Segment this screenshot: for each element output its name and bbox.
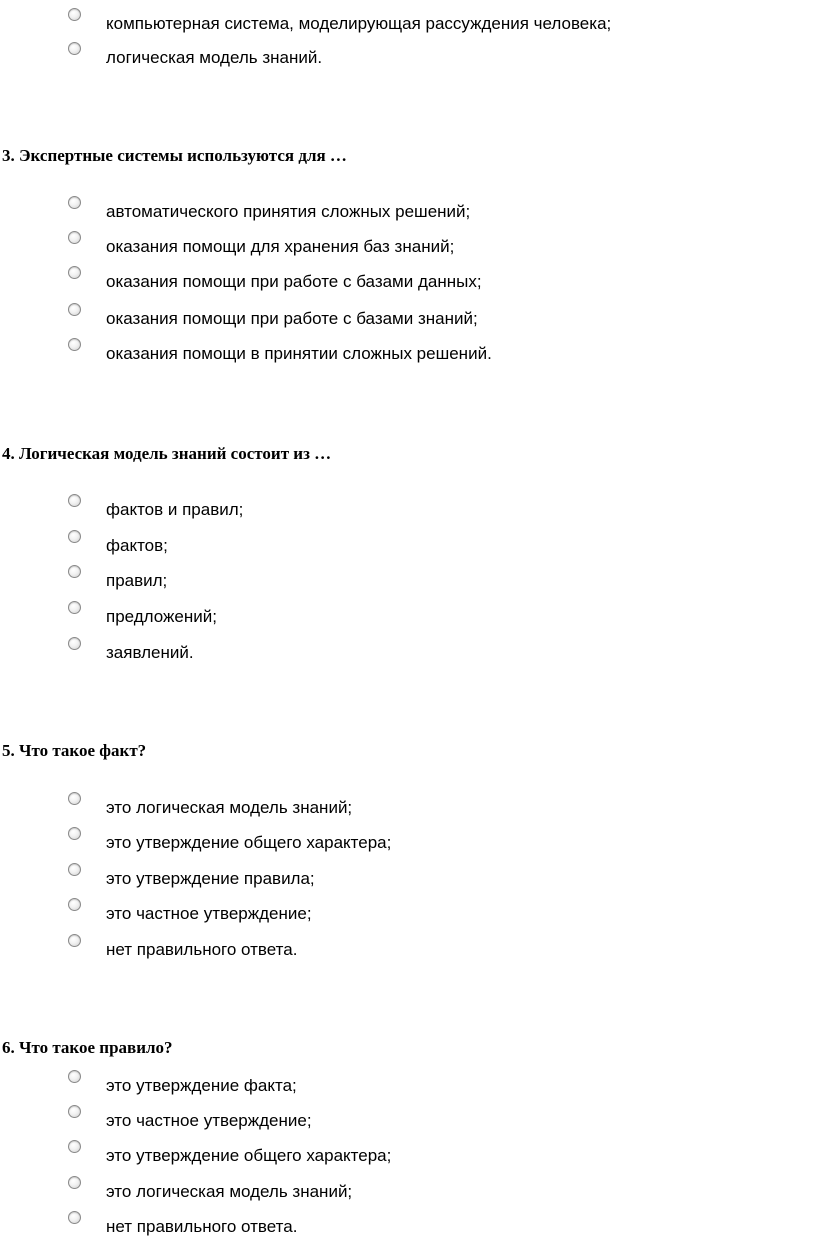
option-q6-3[interactable]: [68, 1140, 788, 1174]
option-q3-1[interactable]: [68, 196, 788, 230]
option-q5-1[interactable]: [68, 792, 788, 826]
radio-button-icon[interactable]: [68, 827, 81, 840]
option-label: предложений;: [106, 607, 217, 626]
option-label: нет правильного ответа.: [106, 1217, 298, 1236]
radio-button-icon[interactable]: [68, 601, 81, 614]
option-label: это логическая модель знаний;: [106, 798, 353, 817]
option-q5-3[interactable]: [68, 863, 788, 897]
option-label: это утверждение правила;: [106, 869, 315, 888]
option-q6-2[interactable]: [68, 1105, 788, 1139]
radio-button-icon[interactable]: [68, 1140, 81, 1153]
option-q4-1[interactable]: [68, 494, 788, 528]
radio-button-icon[interactable]: [68, 792, 81, 805]
option-q3-5[interactable]: [68, 338, 788, 372]
option-q3-4[interactable]: [68, 303, 788, 337]
radio-button-icon[interactable]: [68, 1211, 81, 1224]
option-q2-1[interactable]: [68, 8, 788, 42]
radio-button-icon[interactable]: [68, 266, 81, 279]
option-label: это частное утверждение;: [106, 1111, 312, 1130]
option-q6-5[interactable]: [68, 1211, 788, 1245]
option-q5-4[interactable]: [68, 898, 788, 932]
radio-button-icon[interactable]: [68, 898, 81, 911]
radio-button-icon[interactable]: [68, 303, 81, 316]
radio-button-icon[interactable]: [68, 863, 81, 876]
radio-button-icon[interactable]: [68, 196, 81, 209]
question-title: 3. Экспертные системы используются для …: [2, 146, 347, 165]
radio-button-icon[interactable]: [68, 565, 81, 578]
option-label: это утверждение общего характера;: [106, 1146, 392, 1165]
option-label: оказания помощи в принятии сложных решений.: [106, 344, 492, 363]
option-q2-2[interactable]: [68, 42, 788, 76]
option-q3-2[interactable]: [68, 231, 788, 265]
option-label: оказания помощи при работе с базами знаний;: [106, 309, 478, 328]
option-q6-1[interactable]: [68, 1070, 788, 1104]
radio-button-icon[interactable]: [68, 637, 81, 650]
radio-button-icon[interactable]: [68, 338, 81, 351]
option-q4-4[interactable]: [68, 601, 788, 635]
radio-button-icon[interactable]: [68, 1105, 81, 1118]
option-q5-5[interactable]: [68, 934, 788, 968]
radio-button-icon[interactable]: [68, 530, 81, 543]
question-title: 6. Что такое правило?: [2, 1038, 173, 1057]
option-label: нет правильного ответа.: [106, 940, 298, 959]
question-title: 4. Логическая модель знаний состоит из …: [2, 444, 332, 463]
option-label: заявлений.: [106, 643, 194, 662]
option-label: автоматического принятия сложных решений;: [106, 202, 471, 221]
option-label: фактов;: [106, 536, 168, 555]
option-label: оказания помощи для хранения баз знаний;: [106, 237, 455, 256]
option-q4-5[interactable]: [68, 637, 788, 671]
radio-button-icon[interactable]: [68, 494, 81, 507]
option-q5-2[interactable]: [68, 827, 788, 861]
option-label: логическая модель знаний.: [106, 48, 323, 67]
radio-button-icon[interactable]: [68, 231, 81, 244]
option-label: это утверждение факта;: [106, 1076, 297, 1095]
option-q4-2[interactable]: [68, 530, 788, 564]
question-title: 5. Что такое факт?: [2, 741, 147, 760]
option-q4-3[interactable]: [68, 565, 788, 599]
option-label: это частное утверждение;: [106, 904, 312, 923]
radio-button-icon[interactable]: [68, 42, 81, 55]
option-label: оказания помощи при работе с базами данных;: [106, 272, 482, 291]
option-label: правил;: [106, 571, 168, 590]
radio-button-icon[interactable]: [68, 1176, 81, 1189]
radio-button-icon[interactable]: [68, 934, 81, 947]
option-label: фактов и правил;: [106, 500, 244, 519]
option-label: компьютерная система, моделирующая рассуждения человека;: [106, 14, 612, 33]
radio-button-icon[interactable]: [68, 8, 81, 21]
option-q3-3[interactable]: [68, 266, 788, 300]
option-label: это логическая модель знаний;: [106, 1182, 353, 1201]
option-q6-4[interactable]: [68, 1176, 788, 1210]
option-label: это утверждение общего характера;: [106, 833, 392, 852]
radio-button-icon[interactable]: [68, 1070, 81, 1083]
